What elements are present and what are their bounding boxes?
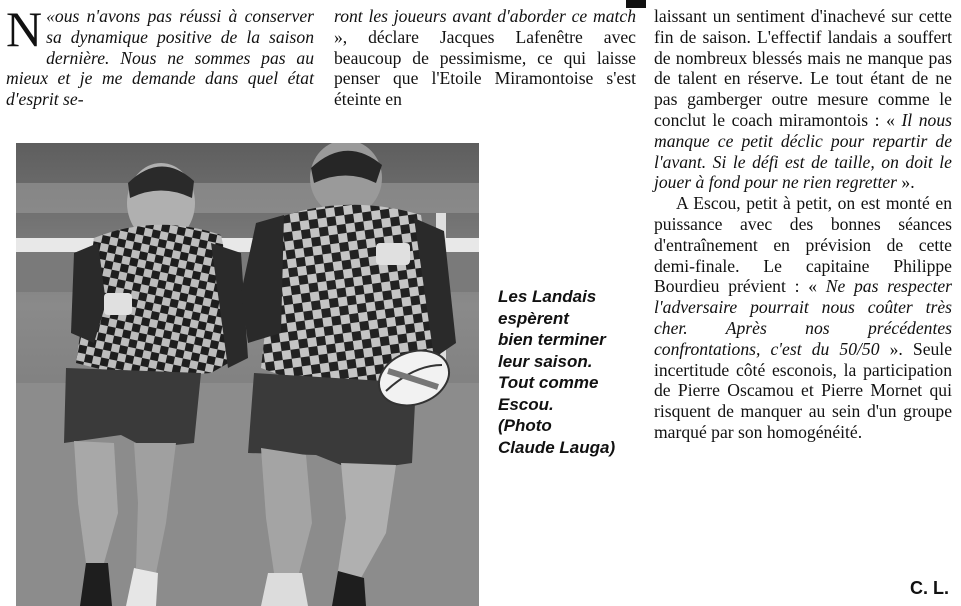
quote-continuation: ront les joueurs avant d'aborder ce match: [334, 6, 636, 26]
drop-cap: N: [6, 1, 43, 57]
column-1-text: ous n'avons pas réussi à conserver sa dynamique positive de la saison dernière. Nous ne sommes pas au mieux et je me demande dans quel état d'esprit se-: [6, 6, 314, 110]
author-signature: C. L.: [910, 578, 949, 598]
column-2-text: », déclare Jacques Lafenêtre avec beaucoup de pessimisme, ce qui laisse penser que l'Etoile Miramontoise s'est éteinte en: [334, 26, 636, 110]
article-column-2: [334, 6, 636, 110]
rugby-photo: [16, 143, 479, 606]
article-column-1: [6, 1, 314, 110]
paragraph-1: laissant un sentiment d'inachevé sur cette fin de saison. L'effectif landais a souffert de nombreux blessés mais ne manque pas de talent en réserve. Le tout étant de ne pas gamberger outre mesure comme le conclut le coach miramontois : « Il nous manque ce petit déclic pour repartir de l'avant. Si le défi est de taille, on doit le jouer à fond pour ne rien regretter ».: [654, 6, 952, 193]
paragraph-2: A Escou, petit à petit, on est monté en puissance avec des bonnes séances d'entraînement en prévision de cette demi-finale. Le capitaine Philippe Bourdieu prévient : « Ne pas respecter l'adversaire pourrait nous coûter très cher. Après nos précédentes confrontations, c'est du 50/50 ». Seule incertitude côté esconois, la participation de Pierre Oscamou et Pierre Mornet qui risquent de manquer au sein d'un groupe marqué par son homogénéité.: [654, 193, 952, 442]
photo-caption: Les Landais espèrent bien terminer leur saison. Tout comme Escou. (Photo Claude Lauga): [498, 287, 616, 457]
coach-quote: Il nous manque ce petit déclic pour repartir de l'avant. Si le défi est de taille, on doit le jouer à fond pour ne rien regretter: [654, 109, 952, 193]
quote-mark: «: [46, 6, 55, 26]
captain-quote: Ne pas respecter l'adversaire pourrait nous coûter très cher. Après nos précédentes confrontations, c'est du 50/50: [654, 276, 952, 359]
rugby-players-image: [16, 143, 479, 606]
article-column-3: [654, 6, 952, 443]
